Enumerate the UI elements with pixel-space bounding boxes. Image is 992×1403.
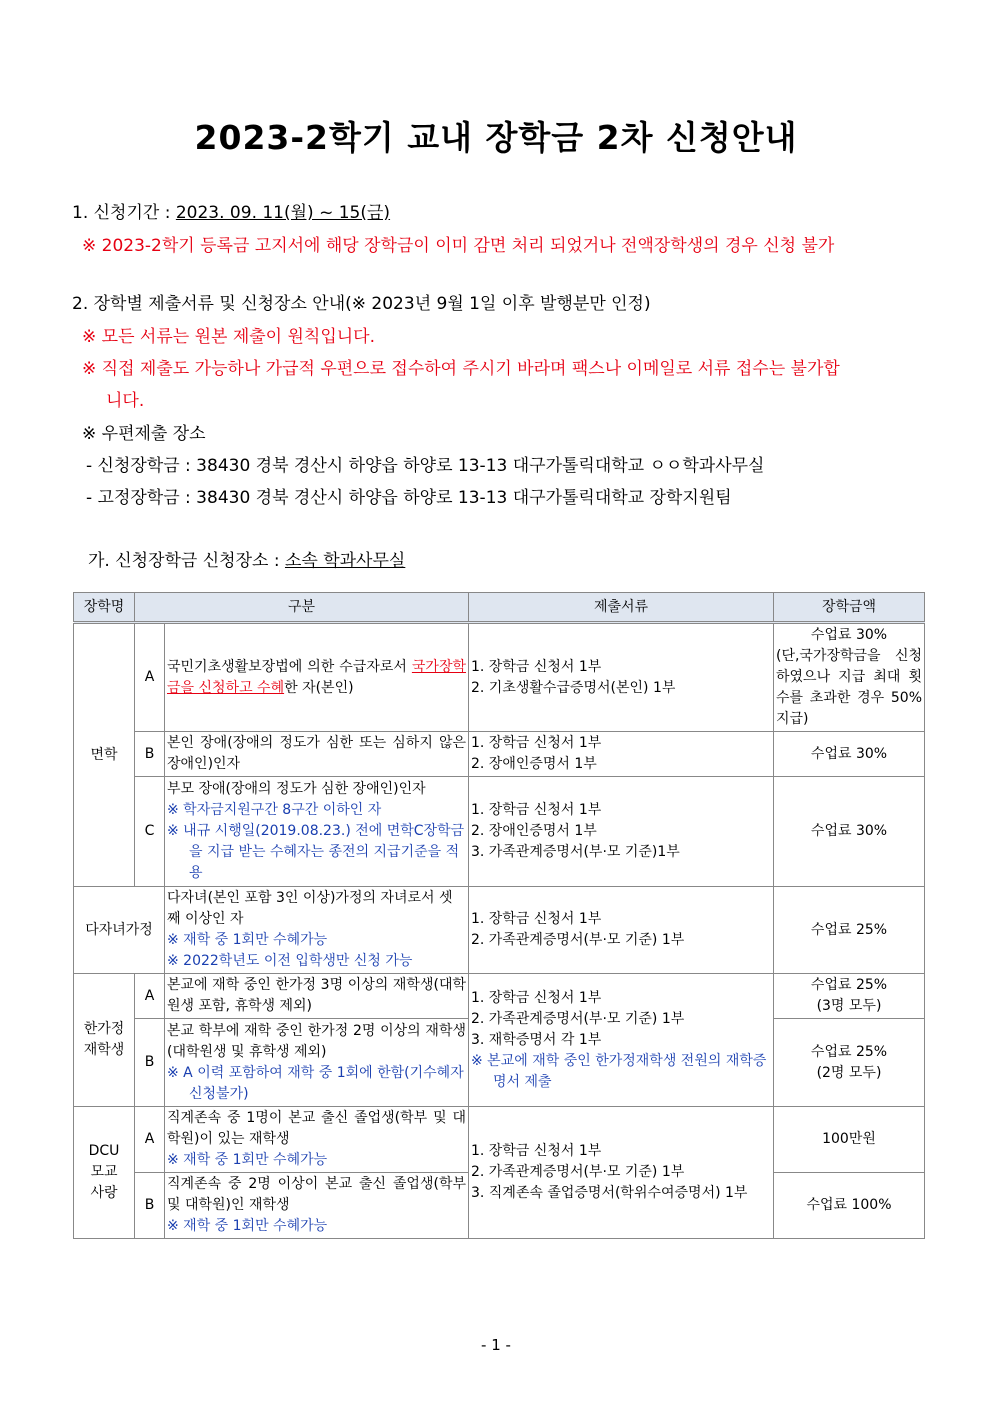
doc-item: 1. 장학금 신청서 1부 xyxy=(471,802,602,818)
table-header-row xyxy=(74,593,925,623)
doc-item: 1. 장학금 신청서 1부 xyxy=(471,911,602,927)
doc-note: ※ 본교에 재학 중인 한가정재학생 전원의 재학증명서 제출 xyxy=(471,1052,767,1090)
header-name: 장학명 xyxy=(74,593,135,623)
header-amount: 장학금액 xyxy=(774,593,925,623)
section2-note2b: 니다. xyxy=(106,391,145,411)
row-description xyxy=(165,1019,469,1107)
row-amount xyxy=(774,1019,925,1107)
row-code: A xyxy=(135,1107,165,1173)
amount-main: 수업료 25% xyxy=(810,977,888,993)
row-amount: 수업료 25% xyxy=(774,887,925,974)
row-documents xyxy=(469,1107,774,1239)
scholarship-table xyxy=(73,592,925,1239)
row-amount: 100만원 xyxy=(774,1107,925,1173)
place-label: 가. 신청장학금 신청장소 : xyxy=(88,551,285,571)
row-documents xyxy=(469,623,774,732)
desc-text: 본교 학부에 재학 중인 한가정 2명 이상의 재학생 (대학원생 및 휴학생 제외) xyxy=(167,1022,466,1060)
name-line: 사랑 xyxy=(90,1185,118,1201)
mail-address-2: - 고정장학금 : 38430 경북 경산시 하양읍 하양로 13-13 대구가톨릭대학교 장학지원팀 xyxy=(86,488,732,508)
row-code: C xyxy=(135,777,165,887)
amount-main: 수업료 25% xyxy=(810,1043,888,1060)
doc-item: 3. 재학증명서 각 1부 xyxy=(471,1031,602,1048)
doc-item: 2. 장애인증명서 1부 xyxy=(471,823,597,839)
table-row xyxy=(74,887,925,974)
amount-note: (단,국가장학금을 신청하였으나 지급 최대 횟수를 초과한 경우 50%지급) xyxy=(776,648,922,727)
row-code: B xyxy=(135,1173,165,1239)
desc-text: 직계존속 중 1명이 본교 출신 졸업생(학부 및 대학원)이 있는 재학생 xyxy=(167,1110,466,1147)
desc-note: ※ 내규 시행일(2019.08.23.) 전에 면학C장학금을 지급 받는 수혜자는 종전의 지급기준을 적용 xyxy=(167,823,465,881)
doc-item: 3. 가족관계증명서(부·모 기준)1부 xyxy=(471,844,680,860)
desc-text: 다자녀(본인 포함 3인 이상)가정의 자녀로서 셋째 이상인 자 xyxy=(167,890,453,927)
name-line: 한가정 xyxy=(83,1021,125,1037)
doc-item: 2. 가족관계증명서(부·모 기준) 1부 xyxy=(471,1010,685,1027)
row-documents xyxy=(469,777,774,887)
row-description xyxy=(165,1173,469,1239)
place-line xyxy=(88,546,405,571)
doc-item: 2. 가족관계증명서(부·모 기준) 1부 xyxy=(471,932,685,948)
row-amount xyxy=(774,974,925,1019)
doc-item: 1. 장학금 신청서 1부 xyxy=(471,989,602,1006)
table-row xyxy=(74,974,925,1019)
scholarship-name xyxy=(74,974,135,1107)
section1-note: ※ 2023-2학기 등록금 고지서에 해당 장학금이 이미 감면 처리 되었거나 전액장학생의 경우 신청 불가 xyxy=(82,236,835,256)
doc-item: 2. 장애인증명서 1부 xyxy=(471,756,597,772)
doc-item: 2. 가족관계증명서(부·모 기준) 1부 xyxy=(471,1164,685,1180)
scholarship-name: 다자녀가정 xyxy=(74,887,165,974)
desc-note: ※ 재학 중 1회만 수혜가능 xyxy=(167,932,328,948)
row-amount xyxy=(774,623,925,732)
name-line: 재학생 xyxy=(83,1042,125,1058)
amount-sub: (3명 모두) xyxy=(816,998,882,1014)
header-documents: 제출서류 xyxy=(469,593,774,623)
row-description: 본교에 재학 중인 한가정 3명 이상의 재학생(대학원생 포함, 휴학생 제외) xyxy=(165,974,469,1019)
mail-heading: ※ 우편제출 장소 xyxy=(82,424,206,444)
table-row xyxy=(74,777,925,887)
desc-note: ※ A 이력 포함하여 재학 중 1회에 한함(기수혜자 신청불가) xyxy=(167,1064,464,1102)
row-amount: 수업료 100% xyxy=(774,1173,925,1239)
page-title: 2023-2학기 교내 장학금 2차 신청안내 xyxy=(194,118,798,157)
row-code: B xyxy=(135,732,165,777)
section1-label: 1. 신청기간 : xyxy=(72,203,176,223)
row-documents xyxy=(469,732,774,777)
scholarship-name: 면학 xyxy=(74,623,135,887)
section2-heading: 2. 장학별 제출서류 및 신청장소 안내(※ 2023년 9월 1일 이후 발행분만 인정) xyxy=(72,294,651,314)
row-description: 본인 장애(장애의 정도가 심한 또는 심하지 않은 장애인)인자 xyxy=(165,732,469,777)
doc-item: 1. 장학금 신청서 1부 xyxy=(471,658,602,675)
place-value: 소속 학과사무실 xyxy=(284,551,406,571)
row-amount: 수업료 30% xyxy=(774,732,925,777)
row-code: A xyxy=(135,623,165,732)
row-description xyxy=(165,887,469,974)
desc-note: ※ 재학 중 1회만 수혜가능 xyxy=(167,1152,328,1168)
name-line: DCU xyxy=(88,1143,120,1159)
row-description xyxy=(165,623,469,732)
row-documents xyxy=(469,974,774,1107)
row-amount: 수업료 30% xyxy=(774,777,925,887)
desc-text: 직계존속 중 2명 이상이 본교 출신 졸업생(학부 및 대학원)인 재학생 xyxy=(167,1176,466,1213)
desc-note: ※ 재학 중 1회만 수혜가능 xyxy=(167,1218,328,1234)
desc-highlight: 국가장학금을 신청하고 수혜 xyxy=(167,658,466,696)
desc-text: 국민기초생활보장법에 의한 수급자로서 xyxy=(167,658,412,675)
section2-note2a: ※ 직접 제출도 가능하나 가급적 우편으로 접수하여 주시기 바라며 팩스나 이메일로 서류 접수는 불가합 xyxy=(82,359,840,379)
doc-item: 1. 장학금 신청서 1부 xyxy=(471,1143,602,1159)
row-description xyxy=(165,1107,469,1173)
header-category: 구분 xyxy=(135,593,469,623)
desc-note: ※ 2022학년도 이전 입학생만 신청 가능 xyxy=(167,953,413,969)
row-documents xyxy=(469,887,774,974)
name-line: 모교 xyxy=(90,1164,118,1180)
desc-text: 부모 장애(장애의 정도가 심한 장애인)인자 xyxy=(167,781,426,797)
row-code: B xyxy=(135,1019,165,1107)
section2-note1: ※ 모든 서류는 원본 제출이 원칙입니다. xyxy=(82,327,375,347)
scholarship-name xyxy=(74,1107,135,1239)
section1-period xyxy=(72,198,395,223)
desc-note: ※ 학자금지원구간 8구간 이하인 자 xyxy=(167,802,382,818)
desc-text-end: 한 자(본인) xyxy=(284,679,354,696)
page-number: - 1 - xyxy=(481,1336,511,1354)
doc-item: 2. 기초생활수급증명서(본인) 1부 xyxy=(471,679,676,696)
amount-sub: (2명 모두) xyxy=(816,1064,882,1081)
row-description xyxy=(165,777,469,887)
mail-address-1: - 신청장학금 : 38430 경북 경산시 하양읍 하양로 13-13 대구가톨릭대학교 ㅇㅇ학과사무실 xyxy=(86,456,765,476)
doc-item: 1. 장학금 신청서 1부 xyxy=(471,735,602,751)
section1-period-value: 2023. 09. 11(월) ~ 15(금) xyxy=(175,203,391,223)
table-row xyxy=(74,623,925,732)
table-row xyxy=(74,1107,925,1173)
amount-main: 수업료 30% xyxy=(810,627,888,643)
table-row xyxy=(74,732,925,777)
row-code: A xyxy=(135,974,165,1019)
doc-item: 3. 직계존속 졸업증명서(학위수여증명서) 1부 xyxy=(471,1185,748,1201)
